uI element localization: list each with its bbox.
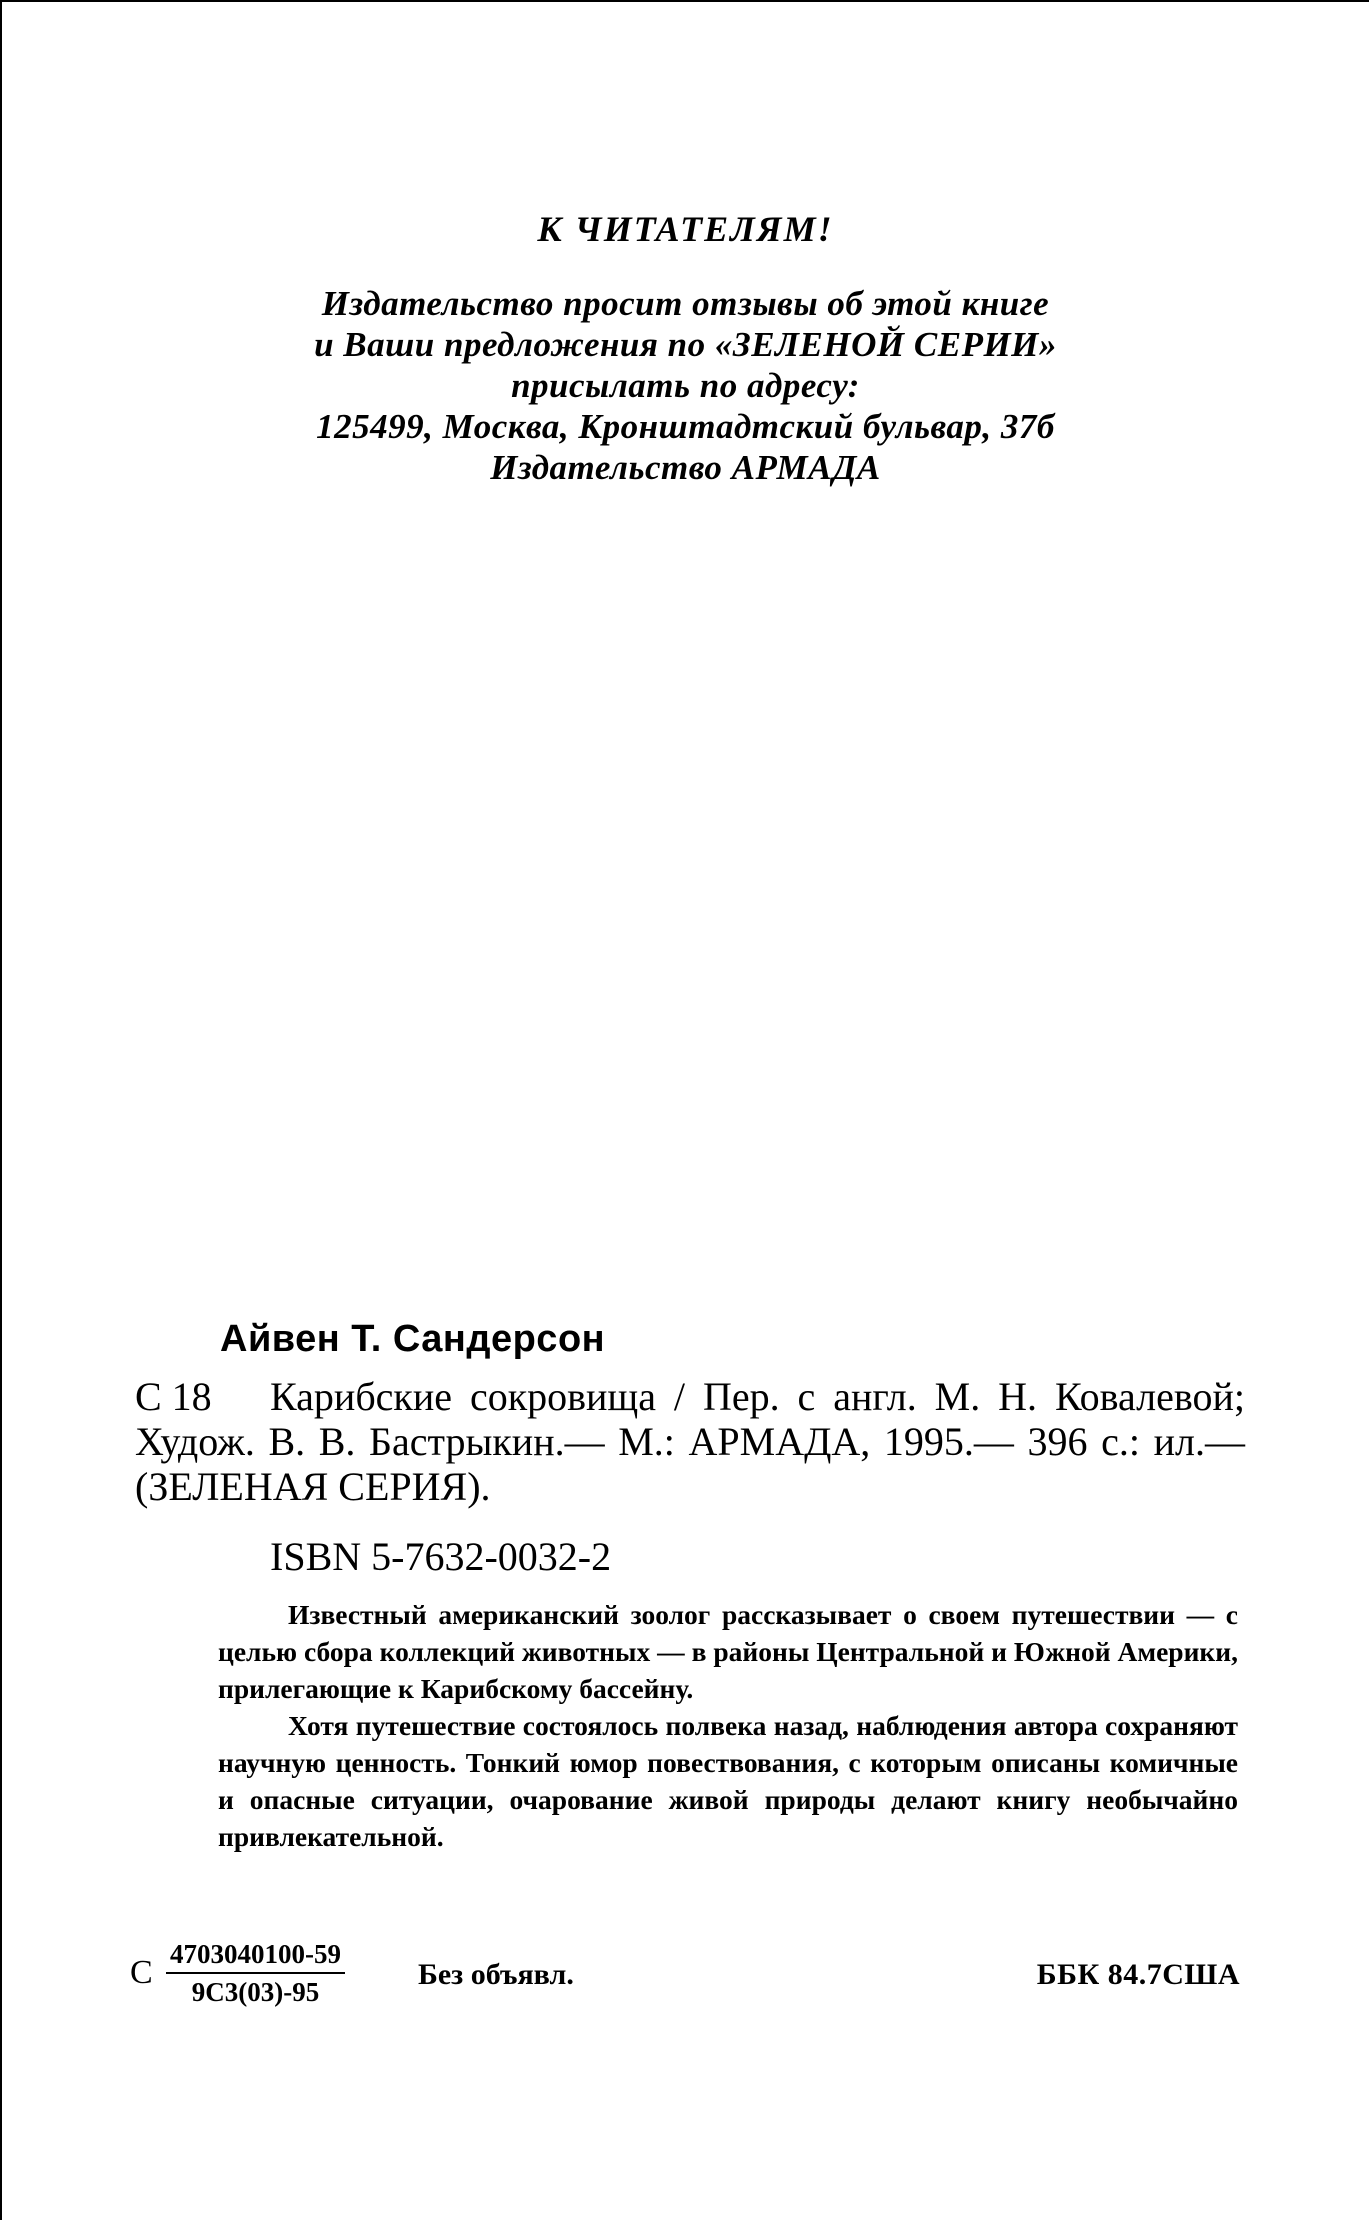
description-text: Карибские сокровища / Пер. с англ. М. Н. Ковалевой; Худож. В. В. Бастрыкин.— М.: АРМАДА, 1995.— 396 с.: ил.— (ЗЕЛЕНАЯ СЕРИЯ). bbox=[135, 1374, 1245, 1509]
catalog-record bbox=[135, 1314, 1245, 1579]
annotation-paragraph: Хотя путешествие состоялось полвека назад, наблюдения автора сохраняют научную ценность. Тонкий юмор повествования, с которым описаны комичные и опасные ситуации, очарование живой природы делают книгу необычайно привлекательной. bbox=[218, 1710, 1238, 1852]
author-name: Айвен Т. Сандерсон bbox=[220, 1318, 606, 1360]
index-numerator: 4703040100-59 bbox=[166, 1938, 345, 1974]
notice-line: 125499, Москва, Кронштадтский бульвар, 37б bbox=[316, 407, 1055, 446]
bibliographic-description bbox=[135, 1374, 1245, 1509]
annotation-paragraph: Известный американский зоолог рассказывает о своем путешествии — с целью сбора коллекций животных — в районы Центральной и Южной Америки, прилегающие к Карибскому бассейну. bbox=[218, 1599, 1238, 1704]
no-announcement-note: Без объявл. bbox=[418, 1958, 574, 1991]
call-number: С 18 bbox=[135, 1374, 212, 1419]
notice-heading: К ЧИТАТЕЛЯМ! bbox=[537, 209, 834, 249]
bbk-code: ББК 84.7США bbox=[1036, 1958, 1240, 1991]
notice-line: Издательство АРМАДА bbox=[490, 448, 881, 487]
imprint-footer bbox=[130, 1938, 1240, 2028]
notice-line: присылать по адресу: bbox=[511, 366, 860, 405]
isbn: ISBN 5-7632-0032-2 bbox=[270, 1534, 612, 1579]
annotation bbox=[218, 1596, 1238, 1855]
notice-line: Издательство просит отзывы об этой книге bbox=[321, 284, 1050, 323]
index-prefix: С bbox=[130, 1954, 153, 1991]
index-fraction bbox=[166, 1938, 345, 2008]
notice-line: и Ваши предложения по «ЗЕЛЕНОЙ СЕРИИ» bbox=[314, 325, 1057, 364]
index-denominator: 9С3(03)-95 bbox=[191, 1977, 320, 2007]
reader-notice bbox=[0, 205, 1371, 488]
